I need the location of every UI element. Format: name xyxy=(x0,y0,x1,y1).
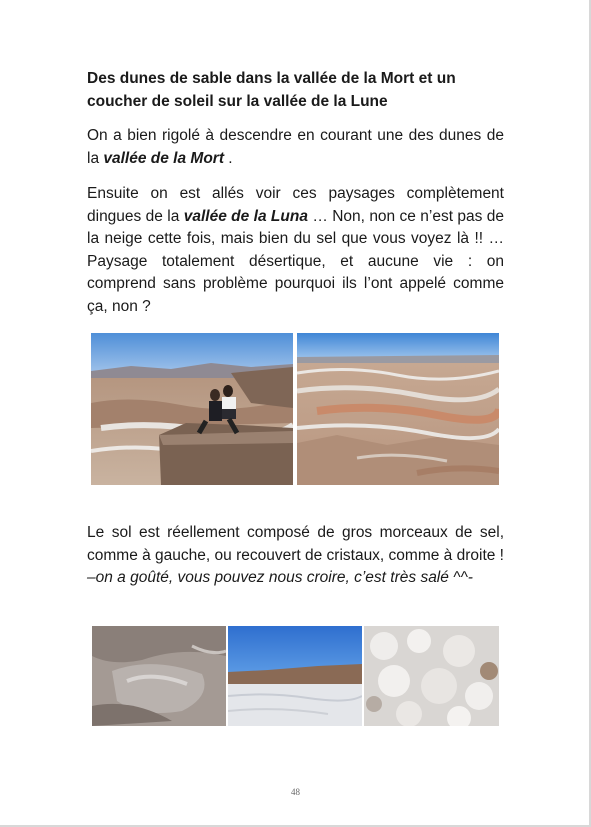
place-name-emphasis: vallée de la Mort xyxy=(103,149,224,167)
paragraph-salt xyxy=(87,522,504,590)
valley-overview-photo xyxy=(297,333,499,485)
paragraph-text: Le sol est réellement composé de gros morceaux de sel, comme à gauche, ou recouvert de cristaux, comme à droite ! xyxy=(87,524,504,564)
paragraph-dunes xyxy=(87,125,504,170)
couple-on-rock-photo xyxy=(91,333,293,485)
paragraph-text: . xyxy=(223,149,233,167)
section-heading: Des dunes de sable dans la vallée de la Mort et un coucher de soleil sur la vallée de la Lune xyxy=(87,70,456,110)
salt-plain-photo xyxy=(228,626,362,726)
paragraph-text: On a bien rigolé à descendre en courant une des dunes de la xyxy=(87,127,504,167)
place-name-emphasis: vallée de la Luna xyxy=(183,207,308,225)
paragraph-moon-valley xyxy=(87,183,504,318)
paragraph-text: Ensuite on est allés voir ces paysages complètement dingues de la xyxy=(87,185,504,225)
salt-chunk-photo xyxy=(92,626,226,726)
salt-crystals-photo xyxy=(364,626,499,726)
page-number: 48 xyxy=(291,787,300,797)
paragraph-text: … Non, non ce n’est pas de la neige cette fois, mais bien du sel que vous voyez là !! … Paysage totalement désertique, et aucune vie : on comprend sans problème pourquoi ils l’ont appelé comme ça, non ? xyxy=(87,207,504,315)
paragraph-italic-aside: –on a goûté, vous pouvez nous croire, c’est très salé ^^- xyxy=(87,569,473,586)
